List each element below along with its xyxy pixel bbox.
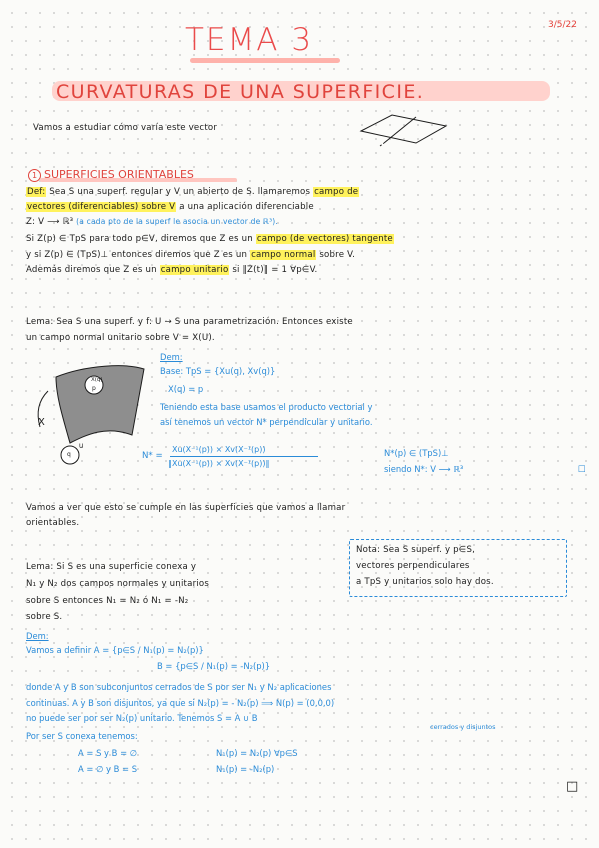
lema2-line-3: sobre S entonces N₁ = N₂ ó N₁ = -N₂ (26, 596, 189, 606)
note-line-2: vectores perpendiculares (356, 561, 470, 571)
figure-label-q: q (67, 451, 71, 458)
lema1-line-2: un campo normal unitario sobre V = X(U). (26, 333, 215, 343)
dem2-line-8b: N₁(p) = -N₂(p) (216, 764, 275, 774)
intro-text: Vamos a estudiar cómo varía este vector (33, 123, 218, 133)
note-line-3: a TpS y unitarios solo hay dos. (356, 577, 494, 587)
def-line-5: y si Z(p) ∈ (TpS)⊥ entonces diremos que Z es un campo normal sobre V. (26, 250, 356, 260)
dem1-line-4: así tenemos un vector N* perpendicular y unitario. (160, 417, 373, 427)
after-line-2: orientables. (26, 518, 80, 528)
lema2-line-4: sobre S. (26, 612, 63, 622)
figure-label-u: U (79, 443, 84, 450)
figure-label-x: X (38, 417, 45, 428)
dem2-line-5: no puede ser por ser N₂(p) unitario. Tenemos S = A ∪ B (26, 713, 258, 723)
dem2-line-6: Por ser S conexa tenemos: (26, 731, 138, 741)
qed-mark-2: □ (566, 779, 579, 794)
lema2-line-1: Lema: Si S es una superficie conexa y (26, 562, 197, 572)
note-line-1: Nota: Sea S superf. y p∈S, (356, 545, 476, 555)
figure-label-xq: X(q) (91, 377, 103, 383)
dem2-line-8a: A = ∅ y B = S (78, 764, 138, 774)
qed-mark-1: □ (578, 463, 586, 473)
figure-label-p: p (92, 385, 96, 392)
dem1-line-3: Teniendo esta base usamos el producto vectorial y (160, 402, 373, 412)
def-line-1: Def: Sea S una superf. regular y V un abierto de S. llamaremos campo de (27, 187, 359, 197)
dem2-label: Dem: (26, 631, 49, 641)
def-line-2: vectores (diferenciables) sobre V a una aplicación diferenciable (27, 202, 314, 212)
title-underline (190, 58, 340, 63)
dem2-line-7a: A = S y B = ∅ (78, 748, 138, 758)
notebook-page: 3/5/22 TEMA 3 CURVATURAS DE UNA SUPERFICIE. Vamos a estudiar cómo varía este vector 1 SUPERFICIES ORIENTABLES Def: Sea S una superf. regular y V un abierto de S. llamaremos campo de vectores (diferenciables) sobre V a una aplicación diferenciable Z: V ⟶ ℝ³ (a cada pto de la superf le asocia un vector de ℝ³). Si Z(p) ∈ TpS para todo p∈V, diremos que Z es un campo (de vectores) tangente y si Z(p) ∈ (TpS)⊥ entonces diremos que Z es un campo normal sobre V. Además diremos que Z es un campo unitario si ‖Z(t)‖ = 1 ∀p∈V. Lema: Sea S una superf. y f: U → S una parametrización. Entonces existe un campo normal unitario sobre V = X(U). Dem: Base: TpS = {Xu(q), Xv(q)} X(q) = p Teniendo esta base usamos el producto vectorial y así tenemos un vector N* perpendicular y unitario. X(q) p X q U N* = Xu(X⁻¹(p)) × Xv(X⁻¹(p)) ‖Xu(X⁻¹(p)) × Xv(X⁻¹(p))‖ N*(p) ∈ (TpS)⊥ siendo N*: V ⟶ ℝ³ □ Vamos a ver que esto se cumple en las superficies que vamos a llamar orientables. Lema: Si S es una superficie conexa y N₁ y N₂ dos campos normales y unitarios sobre S entonces N₁ = N₂ ó N₁ = -N₂ sobre S. Nota: Sea S superf. y p∈S, vectores perpendiculares a TpS y unitarios solo hay dos. Dem: Vamos a definir A = {p∈S / N₁(p) = N₂(p)} B = {p∈S / N₁(p) = -N₂(p)} donde A y B son subconjuntos cerrados de S por ser N₁ y N₂ aplicaciones continuas. A y B son disjuntos, ya que si N₂(p) = - N₂(p) ⟹ N(p) = (0,0,0) no puede ser por ser N₂(p) unitario. Tenemos S = A ∪ B cerrados y disjuntos Por ser S conexa tenemos: A = S y B = ∅ N₁(p) = N₂(p) ∀p∈S A = ∅ y B = S N₁(p) = -N₂(p) □ (0, 0, 599, 848)
page-subtitle: CURVATURAS DE UNA SUPERFICIE. (56, 81, 425, 103)
plane-vector-sketch (358, 111, 450, 149)
section-heading (28, 169, 194, 182)
page-title: TEMA 3 (185, 22, 314, 58)
formula-side-2: siendo N*: V ⟶ ℝ³ (384, 464, 464, 474)
lema2-line-2: N₁ y N₂ dos campos normales y unitarios (26, 579, 210, 589)
def-line-6: Además diremos que Z es un campo unitario si ‖Z(t)‖ = 1 ∀p∈V. (26, 265, 318, 275)
formula-side-1: N*(p) ∈ (TpS)⊥ (384, 448, 449, 458)
dem2-line-3: donde A y B son subconjuntos cerrados de S por ser N₁ y N₂ aplicaciones (26, 682, 332, 692)
dem1-label: Dem: (160, 352, 183, 362)
lema1-line-1: Lema: Sea S una superf. y f: U → S una parametrización. Entonces existe (26, 317, 353, 327)
parametrization-figure (26, 355, 156, 475)
after-line-1: Vamos a ver que esto se cumple en las superficies que vamos a llamar (26, 503, 346, 513)
date: 3/5/22 (548, 20, 577, 30)
section-number: 1 (28, 169, 41, 182)
def-line-3: Z: V ⟶ ℝ³ (a cada pto de la superf le asocia un vector de ℝ³). (26, 217, 279, 227)
dem2-line-4: continuas. A y B son disjuntos, ya que si N₂(p) = - N₂(p) ⟹ N(p) = (0,0,0) (26, 698, 335, 708)
dem2-line-2: B = {p∈S / N₁(p) = -N₂(p)} (157, 661, 271, 671)
dem2-line-7b: N₁(p) = N₂(p) ∀p∈S (216, 748, 298, 758)
dem1-line-2: X(q) = p (168, 384, 204, 394)
dem1-line-1: Base: TpS = {Xu(q), Xv(q)} (160, 366, 276, 376)
dem2-line-5-note: cerrados y disjuntos (430, 723, 496, 731)
def-line-4: Si Z(p) ∈ TpS para todo p∈V, diremos que Z es un campo (de vectores) tangente (26, 234, 393, 244)
section-title: SUPERFICIES ORIENTABLES (44, 168, 194, 181)
dem2-line-1: Vamos a definir A = {p∈S / N₁(p) = N₂(p)} (26, 645, 204, 655)
